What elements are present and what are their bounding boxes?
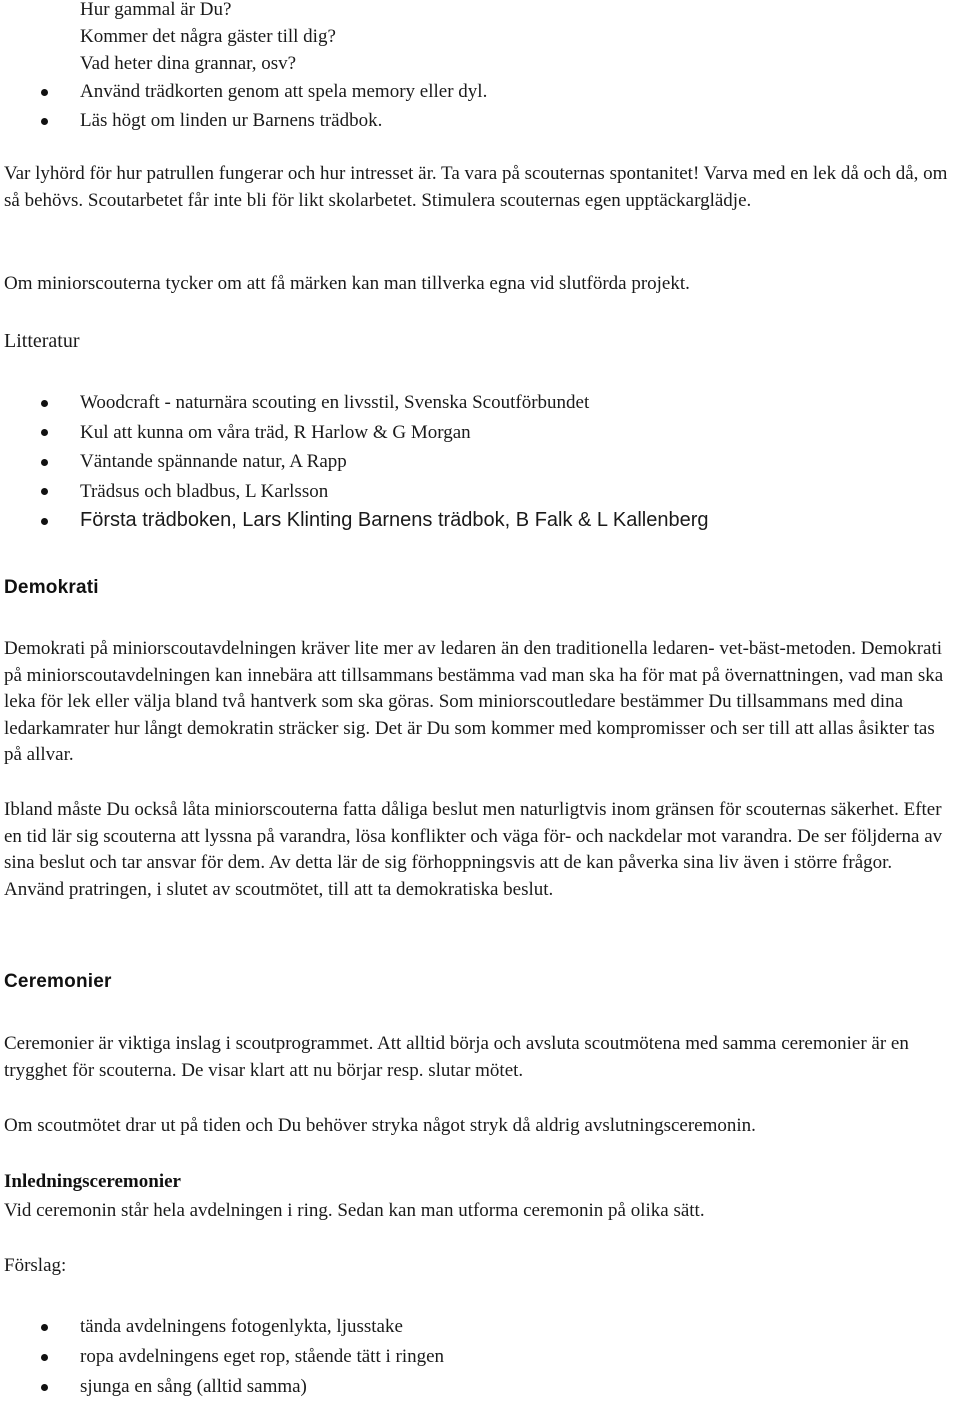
- paragraph-ceremonier-2: Om scoutmötet drar ut på tiden och Du behöver stryka något stryk då aldrig avslutningsceremonin.: [4, 1115, 756, 1136]
- section-heading-demokrati: Demokrati: [4, 577, 99, 598]
- question-line: Kommer det några gäster till dig?: [80, 26, 336, 47]
- literature-item: Trädsus och bladbus, L Karlsson: [4, 477, 956, 507]
- paragraph-lyhord: Var lyhörd för hur patrullen fungerar och hur intresset är. Ta vara på scouternas spontanitet! Varva med en lek då och då, om så behövs. Scoutarbetet får inte bli för likt skolarbetet. Stimulera scouternas egen upptäckarglädje.: [4, 163, 948, 211]
- literature-item: Woodcraft - naturnära scouting en livsstil, Svenska Scoutförbundet: [4, 388, 956, 418]
- bullet-icon: [41, 488, 48, 495]
- ceremony-suggestion-list: [4, 1312, 956, 1402]
- question-line: Hur gammal är Du?: [80, 0, 232, 20]
- bullet-icon: [41, 89, 48, 96]
- question-lines: [80, 0, 950, 77]
- paragraph-demokrati-1: Demokrati på miniorscoutavdelningen kräver lite mer av ledaren än den traditionella ledaren- vet-bäst-metoden. Demokrati på miniorscoutavdelningen kan innebära att tillsammans bestämma vad man ska ha för mat på övernattningen, vad man ska leka för lek eller välja bland två hantverk som ska göras. Som miniorscoutledare bestämmer Du tillsammans med dina ledarkamrater hur långt demokratin sträcker sig. Det är Du som kommer med kompromisser och ser till att allas åsikter tas på allvar.: [4, 638, 944, 765]
- question-line: Vad heter dina grannar, osv?: [80, 53, 297, 74]
- suggestion-item: sjunga en sång (alltid samma): [4, 1372, 956, 1402]
- suggestion-item: ropa avdelningens eget rop, stående tätt i ringen: [4, 1342, 956, 1372]
- literature-item: Väntande spännande natur, A Rapp: [4, 447, 956, 477]
- activity-list: [4, 77, 956, 135]
- section-heading-litteratur: Litteratur: [4, 330, 80, 352]
- bullet-icon: [41, 1324, 48, 1331]
- bullet-icon: [41, 1384, 48, 1391]
- section-heading-inledningsceremonier: Inledningsceremonier: [4, 1171, 181, 1192]
- suggestion-item: tända avdelningens fotogenlykta, ljusstake: [4, 1312, 956, 1342]
- literature-list: [4, 388, 956, 536]
- paragraph-inledning: Vid ceremonin står hela avdelningen i ring. Sedan kan man utforma ceremonin på olika sätt.: [4, 1200, 705, 1221]
- paragraph-marken: Om miniorscouterna tycker om att få märken kan man tillverka egna vid slutförda projekt.: [4, 273, 690, 294]
- bullet-icon: [41, 1354, 48, 1361]
- forslag-label: Förslag:: [4, 1255, 67, 1276]
- paragraph-ceremonier-1: Ceremonier är viktiga inslag i scoutprogrammet. Att alltid börja och avsluta scoutmötena med samma ceremonier är en trygghet för scouterna. De visar klart att nu börjar resp. slutar mötet.: [4, 1033, 909, 1081]
- bullet-icon: [41, 429, 48, 436]
- bullet-icon: [41, 518, 48, 525]
- bullet-icon: [41, 118, 48, 125]
- list-item: Använd trädkorten genom att spela memory eller dyl.: [4, 77, 956, 106]
- section-heading-ceremonier: Ceremonier: [4, 971, 112, 992]
- list-item: Läs högt om linden ur Barnens trädbok.: [4, 106, 956, 135]
- bullet-icon: [41, 459, 48, 466]
- literature-item: Första trädboken, Lars Klinting Barnens trädbok, B Falk & L Kallenberg: [4, 506, 956, 536]
- bullet-icon: [41, 400, 48, 407]
- literature-item: Kul att kunna om våra träd, R Harlow & G Morgan: [4, 418, 956, 448]
- paragraph-demokrati-2: Ibland måste Du också låta miniorscouterna fatta dåliga beslut men naturligtvis inom gränsen för scouternas säkerhet. Efter en tid lär sig scouterna att lyssna på varandra, lösa konflikter och väga för- och nackdelar mot varandra. De ser följderna av sina beslut och tar ansvar för dem. Av detta lär de sig förhoppningsvis att de kan påverka sina liv även i större frågor. Använd pratringen, i slutet av scoutmötet, till att ta demokratiska beslut.: [4, 799, 943, 900]
